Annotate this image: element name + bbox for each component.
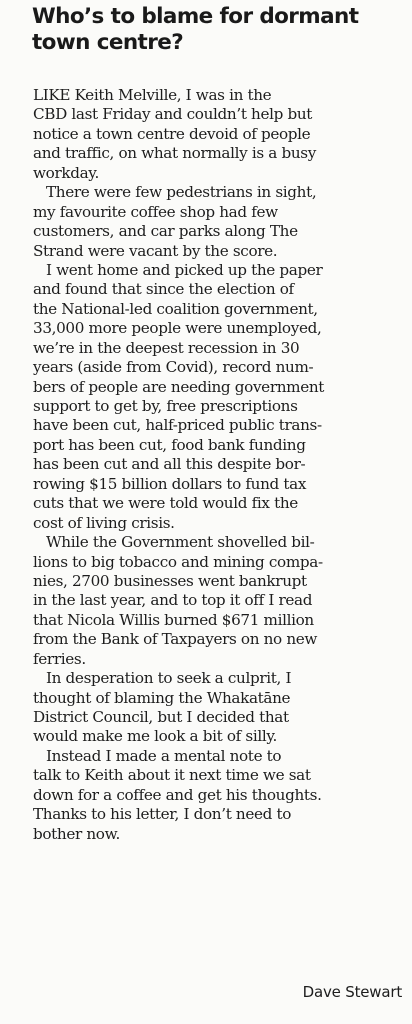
text-line: bother now. <box>33 824 120 843</box>
text-line: cost of living crisis. <box>33 513 175 532</box>
text-line: District Council, but I decided that <box>33 708 289 726</box>
paragraph-3 <box>33 261 403 533</box>
text-line: would make me look a bit of silly. <box>33 727 278 746</box>
text-line: nies, 2700 businesses went bankrupt <box>33 571 307 590</box>
headline <box>32 4 404 56</box>
text-line: bers of people are needing government <box>33 377 325 396</box>
paragraph-6 <box>33 747 403 844</box>
text-line: my favourite coffee shop had few <box>33 202 278 221</box>
text-line: and found that since the election of <box>33 280 294 299</box>
text-line: we’re in the deepest recession in 30 <box>33 338 300 357</box>
text-line: Instead I made a mental note to <box>46 746 282 765</box>
text-line: notice a town centre devoid of people <box>33 124 311 143</box>
text-line: There were few pedestrians in sight, <box>46 183 317 202</box>
text-line: In desperation to seek a culprit, I <box>46 669 292 688</box>
text-line: down for a coffee and get his thoughts. <box>33 785 322 804</box>
text-line: support to get by, free prescriptions <box>33 397 298 415</box>
text-line: years (aside from Covid), record num- <box>33 358 314 377</box>
text-line: workday. <box>33 163 99 182</box>
paragraph-4 <box>33 533 403 669</box>
text-line: While the Government shovelled bil- <box>46 533 315 552</box>
text-line: 33,000 more people were unemployed, <box>33 319 322 338</box>
text-line: has been cut and all this despite bor- <box>33 455 306 474</box>
paragraph-5 <box>33 669 403 747</box>
text-line: and traffic, on what normally is a busy <box>33 144 316 163</box>
text-line: talk to Keith about it next time we sat <box>33 766 311 785</box>
text-line: thought of blaming the Whakatāne <box>33 688 291 707</box>
text-line: I went home and picked up the paper <box>46 260 323 279</box>
text-line: that Nicola Willis burned $671 million <box>33 610 314 629</box>
letter-body <box>33 86 403 844</box>
text-line: ferries. <box>33 649 86 668</box>
text-line: from the Bank of Taxpayers on no new <box>33 630 318 649</box>
text-line: cuts that we were told would fix the <box>33 494 298 513</box>
text-line: lions to big tobacco and mining compa- <box>33 552 323 571</box>
text-line: CBD last Friday and couldn’t help but <box>33 105 313 124</box>
headline-line: town centre? <box>32 30 184 55</box>
text-line: rowing $15 billion dollars to fund tax <box>33 474 307 493</box>
text-line: customers, and car parks along The <box>33 222 298 241</box>
author-byline: Dave Stewart <box>302 983 402 1001</box>
text-line: the National-led coalition government, <box>33 299 318 318</box>
text-line: in the last year, and to top it off I read <box>33 591 313 610</box>
text-line: have been cut, half-priced public trans- <box>33 416 322 435</box>
text-line: Strand were vacant by the score. <box>33 241 278 260</box>
text-line: Thanks to his letter, I don’t need to <box>33 805 292 824</box>
text-line: LIKE Keith Melville, I was in the <box>33 86 272 104</box>
headline-line: Who’s to blame for dormant <box>32 4 359 29</box>
paragraph-1 <box>33 86 403 183</box>
paragraph-2 <box>33 183 403 261</box>
text-line: port has been cut, food bank funding <box>33 435 306 454</box>
